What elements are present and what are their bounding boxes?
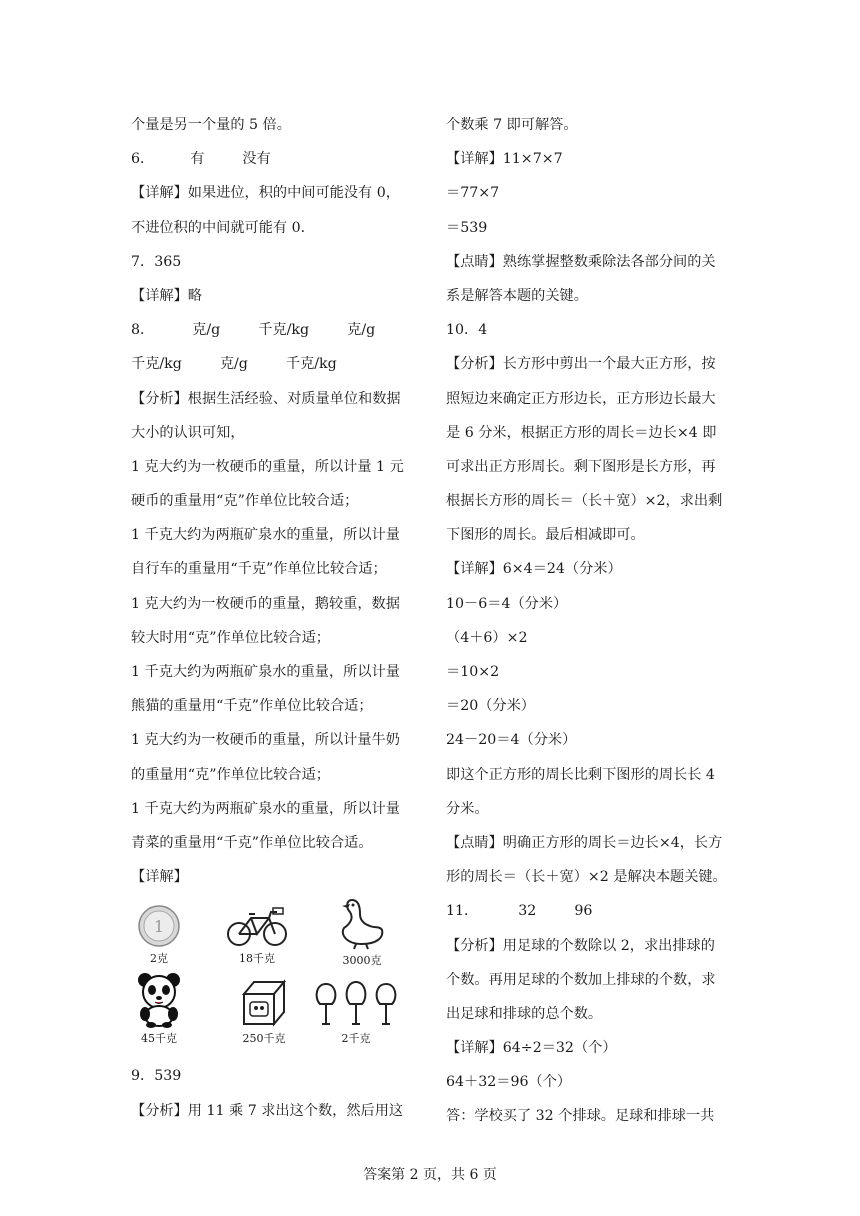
answer-9: 9．539 xyxy=(131,1068,182,1085)
text-line: 【详解】11×7×7 xyxy=(446,151,563,168)
text-line: 【详解】 xyxy=(131,869,188,886)
text-line: 不进位积的中间就可能有 0． xyxy=(131,219,315,236)
answer-value: 有 xyxy=(190,151,205,168)
text-line: 个数。再用足球的个数加上排球的个数，求 xyxy=(446,971,716,988)
answer-value: 千克/kg xyxy=(285,356,337,373)
answer-value: 千克/kg xyxy=(258,322,310,339)
coin-weight-label: 2克 xyxy=(150,952,168,966)
text-line: ＝539 xyxy=(446,219,488,236)
goose-weight-label: 3000克 xyxy=(342,954,382,968)
milk-weight-label: 250千克 xyxy=(242,1032,286,1046)
text-line: 个数乘 7 即可解答。 xyxy=(446,117,578,133)
text-line: 1 千克大约为两瓶矿泉水的重量，所以计量 xyxy=(131,527,400,544)
question-number: 11． xyxy=(446,903,479,920)
answer-value: 没有 xyxy=(242,151,271,168)
text-line: 1 克大约为一枚硬币的重量，所以计量 1 元 xyxy=(131,458,404,475)
text-line: 【详解】如果进位，积的中间可能没有 0， xyxy=(131,185,400,202)
answer-value: 克/g xyxy=(347,322,376,339)
text-line: 1 克大约为一枚硬币的重量，所以计量牛奶 xyxy=(131,732,400,749)
right-column xyxy=(446,108,736,1134)
text-line: 【分析】用足球的个数除以 2，求出排球的 xyxy=(446,937,715,954)
text-line: 较大时用“克”作单位比较合适； xyxy=(131,629,330,646)
answer-6 xyxy=(131,142,421,176)
bike-picture xyxy=(217,904,297,966)
weights-figure xyxy=(131,894,421,1059)
question-number: 6． xyxy=(131,151,155,168)
text-line: ＝77×7 xyxy=(446,185,500,202)
text-line: 个量是另一个量的 5 倍。 xyxy=(131,117,291,133)
svg-text:1: 1 xyxy=(153,917,165,937)
question-number: 8． xyxy=(131,322,155,339)
text-line: 答：学校买了 32 个排球。足球和排球一共 xyxy=(446,1108,715,1125)
text-line: 10－6＝4（分米） xyxy=(446,595,568,612)
vegetables-icon xyxy=(312,974,400,1028)
text-line: 分米。 xyxy=(446,800,489,817)
bicycle-icon xyxy=(225,904,289,948)
text-line: ＝20（分米） xyxy=(446,698,535,715)
text-line: 【详解】6×4＝24（分米） xyxy=(446,561,622,578)
answer-value: 克/g xyxy=(219,356,248,373)
text-line: 【详解】64÷2＝32（个） xyxy=(446,1040,617,1057)
goose-picture xyxy=(327,894,397,968)
text-line: 是 6 分米，根据正方形的周长＝边长×4 即 xyxy=(446,424,717,441)
text-line: 1 千克大约为两瓶矿泉水的重量，所以计量 xyxy=(131,800,400,817)
coin-picture xyxy=(131,904,187,966)
text-line: 的重量用“克”作单位比较合适； xyxy=(131,766,330,783)
text-line: 1 千克大约为两瓶矿泉水的重量，所以计量 xyxy=(131,664,400,680)
text-line: 64＋32＝96（个） xyxy=(446,1074,572,1091)
answer-value: 32 xyxy=(518,903,537,920)
answer-value: 96 xyxy=(574,903,593,920)
panda-weight-label: 45千克 xyxy=(141,1032,177,1046)
text-line: 照短边来确定正方形边长，正方形边长最大 xyxy=(446,390,716,407)
answer-8-cont xyxy=(131,347,421,381)
answer-10: 10．4 xyxy=(446,322,488,339)
text-line: 青菜的重量用“千克”作单位比较合适。 xyxy=(131,834,373,851)
text-line: 自行车的重量用“千克”作单位比较合适； xyxy=(131,561,387,578)
vegetable-weight-label: 2千克 xyxy=(341,1032,371,1046)
text-line: 【分析】根据生活经验、对质量单位和数据 xyxy=(131,390,401,407)
text-line: 【分析】用 11 乘 7 求出这个数，然后用这 xyxy=(131,1102,404,1119)
text-line: 【分析】长方形中剪出一个最大正方形，按 xyxy=(446,356,716,373)
text-line: 1 克大约为一枚硬币的重量，鹅较重，数据 xyxy=(131,595,400,612)
left-column xyxy=(131,108,421,1128)
panda-icon xyxy=(135,972,183,1028)
text-line: 【详解】略 xyxy=(131,287,202,304)
vegetable-picture xyxy=(311,974,401,1046)
text-line: 下图形的周长。最后相减即可。 xyxy=(446,527,645,544)
answer-8 xyxy=(131,313,421,347)
text-line: 熊猫的重量用“千克”作单位比较合适； xyxy=(131,698,373,715)
answer-value: 克/g xyxy=(192,322,221,339)
text-line: ＝10×2 xyxy=(446,664,500,680)
answer-value: 千克/kg xyxy=(131,356,182,373)
text-line: 出足球和排球的总个数。 xyxy=(446,1005,603,1022)
text-line: 【点睛】明确正方形的周长＝边长×4，长方 xyxy=(446,834,723,851)
text-line: 系是解答本题的关键。 xyxy=(446,287,588,304)
panda-picture xyxy=(131,972,187,1046)
coin-icon xyxy=(137,904,181,948)
text-line: （4＋6）×2 xyxy=(446,629,528,646)
text-line: 【点睛】熟练掌握整数乘除法各部分间的关 xyxy=(446,253,716,270)
milk-carton-icon xyxy=(238,978,290,1028)
text-line: 硬币的重量用“克”作单位比较合适； xyxy=(131,493,359,510)
text-line: 即这个正方形的周长比剩下图形的周长长 4 xyxy=(446,766,715,783)
goose-icon xyxy=(334,894,390,950)
text-line: 大小的认识可知， xyxy=(131,424,245,441)
text-line: 根据长方形的周长＝（长＋宽）×2，求出剩 xyxy=(446,493,723,510)
milk-picture xyxy=(229,978,299,1046)
answer-7: 7．365 xyxy=(131,253,182,270)
text-line: 形的周长＝（长＋宽）×2 是解决本题关键。 xyxy=(446,869,727,886)
text-line: 可求出正方形周长。剩下图形是长方形，再 xyxy=(446,458,716,475)
page-footer: 答案第 2 页，共 6 页 xyxy=(363,1167,497,1183)
answer-11 xyxy=(446,894,736,928)
bike-weight-label: 18千克 xyxy=(239,952,275,966)
text-line: 24－20＝4（分米） xyxy=(446,732,577,749)
